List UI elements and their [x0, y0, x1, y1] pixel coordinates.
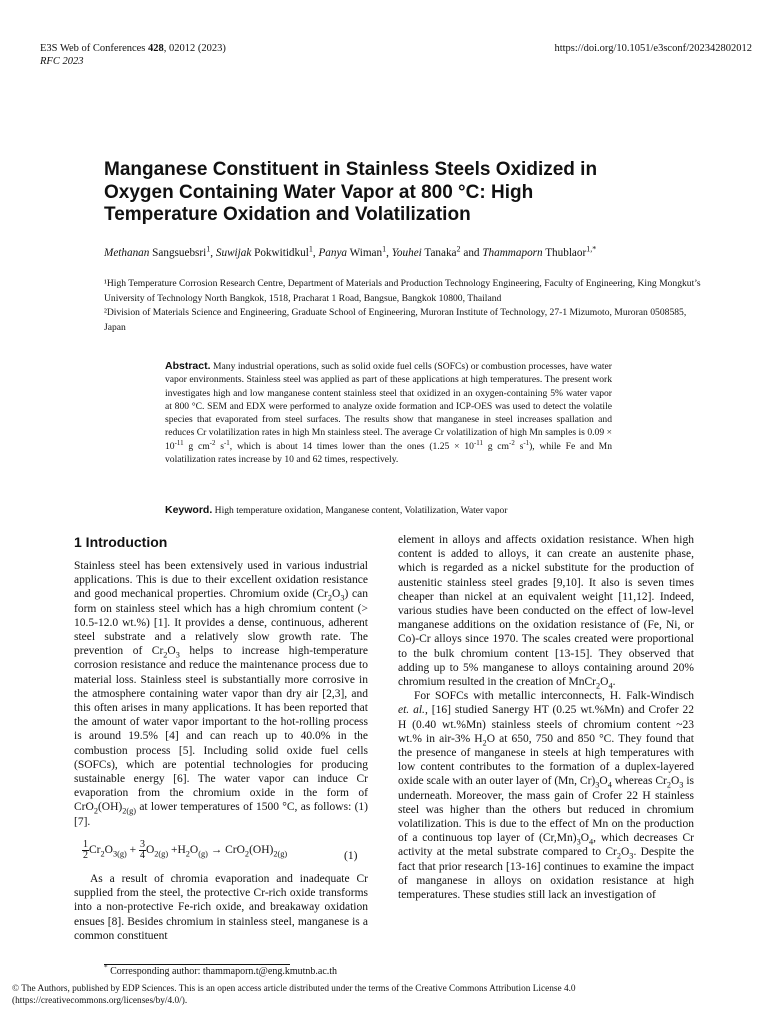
paper-title — [104, 159, 704, 227]
fraction: $\frac{1}{2}$ — [83, 839, 88, 861]
left-column-text-continued — [74, 872, 368, 943]
fraction: $\frac{3}{4}$ — [139, 839, 145, 861]
title-line: Manganese Constituent in Stainless Steels Oxidized in — [104, 159, 598, 180]
keyword-text: High temperature oxidation, Manganese content, Volatilization, Water vapor — [212, 505, 508, 516]
right-column-text — [398, 533, 694, 902]
journal-citation — [40, 43, 226, 54]
title-line: Temperature Oxidation and Volatilization — [104, 204, 471, 225]
affiliation: ²Division of Materials Science and Engineering, Graduate School of Engineering, Muroran Institute of Technology, 27-1 Mizumoto, Muroran 0508585, Japan — [104, 307, 687, 333]
journal-name: E3S Web of Conferences — [40, 43, 149, 54]
author: Youhei Tanaka$^2$ and — [391, 244, 483, 259]
footnote-mark: * — [104, 963, 108, 972]
license-line: © The Authors, published by EDP Sciences. This is an open access article distributed under the terms of the Creative Commons Attribution License 4.0 — [12, 984, 576, 994]
conference-name: RFC 2023 — [40, 56, 84, 67]
paragraph: For SOFCs with metallic interconnects, H. Falk-Windisch et. al., [16] studied Sanergy HT (0.25 wt.%Mn) and Crofer 22 H (0.40 wt.%Mn) stainless steels of chromium content ~23 wt.% in air-3% $H_2O$ at 650, 750 and 850 °C. They found that the presence of manganese in steels at high temperatures with low content contributes to the formation of a duplex-layered oxide scale with an outer layer of (Mn, $Cr)_3O_4$ whereas $Cr_2O_3$ is underneath. Moreover, the mass gain of Crofer 22 H stainless steel was higher than the others but reduced in chromium volatilization. This is due to the effect of Mn on the production of a continuous top layer of $(Cr,Mn)_3O_4$, which decreases Cr activity at the metal substrate compared to $Cr_2O_3$. Despite the fact that prior research [13-16] continues to examine the impact of manganese in alloys on oxidation resistance at high temperatures. These studies still lack an investigation of — [398, 690, 695, 902]
author: Suwijak Pokwitidkul$^1$, — [215, 244, 319, 259]
equation: $\frac{1}{2}$ $Cr_2O_{3(g)}$ + $\frac{3}{4}$ $O_{2(g)} +H_2O_{(g)} \to CrO_2(OH)_{2(g)}$ (1) — [83, 839, 358, 862]
equation-number: (1) — [344, 850, 358, 862]
title-line: Oxygen Containing Water Vapor at 800 °C: High — [104, 181, 534, 203]
section-heading: 1 Introduction — [74, 534, 168, 550]
corresponding-author: Corresponding author: thammaporn.t@eng.kmutnb.ac.th — [107, 966, 338, 977]
paragraph: As a result of chromia evaporation and inadequate Cr supplied from the steel, the protective Cr-rich oxide transforms into a non-protective Fe-rich oxide, and breakaway oxidation ensues [8]. Besides chromium in stainless steel, manganese is a common constituent — [74, 873, 368, 942]
affiliation: ¹High Temperature Corrosion Research Centre, Department of Materials and Production Technology Engineering, Faculty of Engineering, King Mongkut’s University of Technology North Bangkok, 1518, Pracharat 1 Road, Bangsue, Bangkok 10800, Thailand — [104, 278, 701, 304]
footnote-divider — [104, 964, 290, 965]
left-column-text — [74, 559, 368, 829]
author: Panya Wiman$^1$, — [318, 244, 392, 259]
paragraph: element in alloys and affects oxidation resistance. When high content is added to alloys, it can create an austenite phase, which is regarded as a nickel substitute for the production of austenitic stainless steel grades [9,10]. It also is seven times cheaper than nickel at an equivalent weight [11,12]. Indeed, various studies have been conducted on the effect of low-level manganese additions on the oxidation resistance of (Fe, Ni, or Co)-Cr alloys since 1970. The scales created were proportional to the bulk chromium content [13-15]. They observed that adding up to 5% manganese to alloys containing around 20% chromium resulted in the creation of $MnCr_2O_4$. — [398, 534, 694, 691]
author-list — [104, 246, 714, 261]
keyword-label: Keyword. — [165, 504, 213, 516]
license-link[interactable]: (https://creativecommons.org/licenses/by/4.0/). — [12, 996, 188, 1007]
keywords — [165, 504, 615, 517]
author: Thammaporn Thublaor$^{1,*}$ — [482, 244, 597, 259]
doi-link[interactable]: https://doi.org/10.1051/e3sconf/202342802012 — [554, 43, 752, 54]
journal-volume: 428 — [148, 43, 164, 54]
article-number: , 02012 (2023) — [163, 43, 226, 54]
affiliations — [104, 277, 704, 335]
abstract-label: Abstract. — [165, 360, 211, 372]
abstract: Abstract. Many industrial operations, such as solid oxide fuel cells (SOFCs) or combustion processes, have water vapor environments. Stainless steel was applied as part of these applications at high temperatures. The present work investigates high and low manganese content stainless steel that oxidized in an oxygen-containing 5% water vapor at 800 °C. SEM and EDX were performed to analyze oxide formation and ICP-OES was used to detect the volatile species that evaporated from steel surfaces. The results show that manganese in steel increases spallation and reduces Cr volatilization rates in high Mn stainless steel. The average Cr volatilization of high Mn samples is $0.09 \times 10^{-11}$ g $cm^{-2}$ $s^{-1}$, which is about 14 times lower than the ones ($1.25 \times 10^{-11}$ g $cm^{-2}$ $s^{-1}$), while Fe and Mn volatilization rates increase by 10 and 62 times, respectively. — [165, 360, 612, 466]
footnote — [104, 963, 338, 977]
author: Methanan Sangsuebsri$^1$, — [104, 244, 216, 259]
paragraph: Stainless steel has been extensively used in various industrial applications. This is due to their excellent oxidation resistance and good mechanical properties. Chromium oxide $(Cr_2O_3)$ can form on stainless steel which has a high chromium content (> 10.5-12.0 wt.%) [1]. It provides a dense, continuous, adherent steel substrate and a relatively slow growth rate. The prevention of $Cr_2O_3$ helps to increase high-temperature corrosion resistance and reduce the maintenance process due to material loss. Stainless steel is substantially more corrosive in the atmosphere containing water vapor than dry air [2,3], and this often arises in many applications. It has been reported that the amount of water vapor important to the hot-rolling process is around 19.5% [4] and can reach up to 40.0% in the combustion process [5]. Including solid oxide fuel cells (SOFCs), which are potential technologies for producing sustainable energy [6]. The water vapor can induce Cr evaporation from the chromium oxide in the form of $CrO_2(OH)_{2(g)}$ at lower temperatures of 1500 °C, as follows: (1) [7]. — [74, 560, 368, 828]
license-notice — [12, 983, 762, 1008]
